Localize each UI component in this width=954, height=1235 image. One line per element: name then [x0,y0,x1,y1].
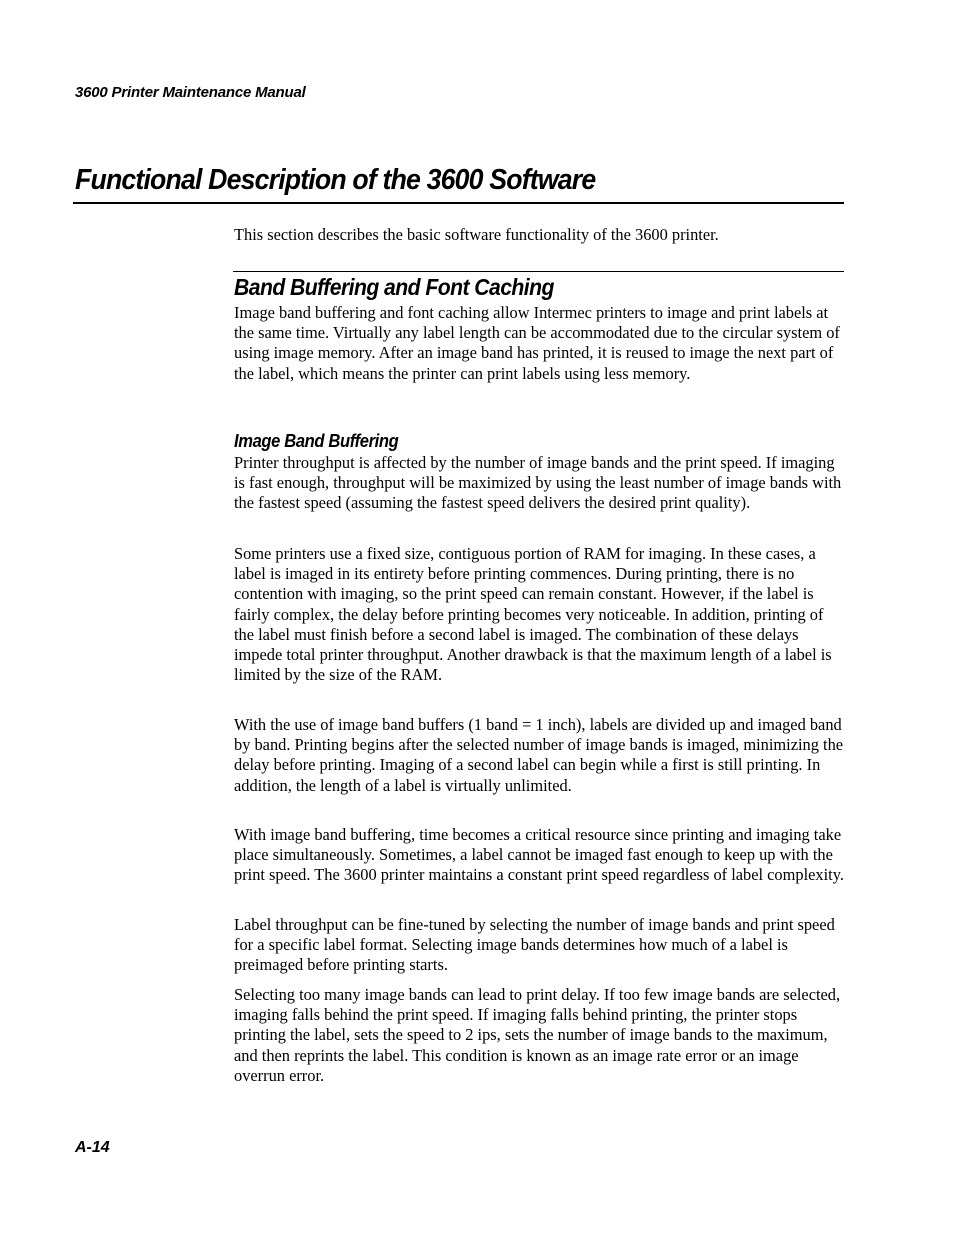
subsection-paragraph-4-block [234,825,846,886]
chapter-rule [73,202,844,204]
section-block [234,303,846,384]
section-heading: Band Buffering and Font Caching [234,274,554,300]
intro-block [234,225,846,245]
subsection-paragraph-2-block [234,544,846,685]
intro-paragraph: This section describes the basic software functionality of the 3600 printer. [234,225,719,244]
chapter-title: Functional Description of the 3600 Software [75,164,596,196]
subsection-heading: Image Band Buffering [234,431,399,451]
body-paragraph: Printer throughput is affected by the number of image bands and the print speed. If imaging is fast enough, throughput will be maximized by using the least number of image bands with the fastest speed (assuming the fastest speed delivers the desired print quality). [234,453,842,513]
body-paragraph: Selecting too many image bands can lead to print delay. If too few image bands are selected, imaging falls behind the print speed. If imaging falls behind printing, the printer stops printing the label, sets the speed to 2 ips, sets the number of image bands to the maximum, and then reprints the label. This condition is known as an image rate error or an image overrun error. [234,985,841,1085]
page-number: A-14 [75,1139,110,1156]
body-paragraph: With image band buffering, time becomes a critical resource since printing and imaging take place simultaneously. Sometimes, a label cannot be imaged fast enough to keep up with the print speed. The 3600 printer maintains a constant print speed regardless of label complexity. [234,825,844,885]
subsection-paragraph-6-block [234,985,846,1086]
body-paragraph: With the use of image band buffers (1 band = 1 inch), labels are divided up and imaged band by band. Printing begins after the selected number of image bands is imaged, minimizing the delay before printing. Imaging of a second label can begin while a first is still printing. In addition, the length of a label is virtually unlimited. [234,715,844,795]
section-rule [233,271,844,272]
body-paragraph: Some printers use a fixed size, contiguous portion of RAM for imaging. In these cases, a label is imaged in its entirety before printing commences. During printing, there is no contention with imaging, so the print speed can remain constant. However, if the label is fairly complex, the delay before printing becomes very noticeable. In addition, printing of the label must finish before a second label is imaged. The combination of these delays impede total printer throughput. Another drawback is that the maximum length of a label is limited by the size of the RAM. [234,544,832,685]
running-header: 3600 Printer Maintenance Manual [75,84,306,101]
body-paragraph: Label throughput can be fine-tuned by selecting the number of image bands and print speed for a specific label format. Selecting image bands determines how much of a label is preimaged before printing starts. [234,915,835,975]
section-paragraph: Image band buffering and font caching allow Intermec printers to image and print labels at the same time. Virtually any label length can be accommodated due to the circular system of using image memory. After an image band has printed, it is reused to image the next part of the label, which means the printer can print labels using less memory. [234,303,840,383]
subsection-paragraph-3-block [234,715,846,796]
subsection-paragraph-1-block [234,453,846,514]
subsection-paragraph-5-block [234,915,846,976]
